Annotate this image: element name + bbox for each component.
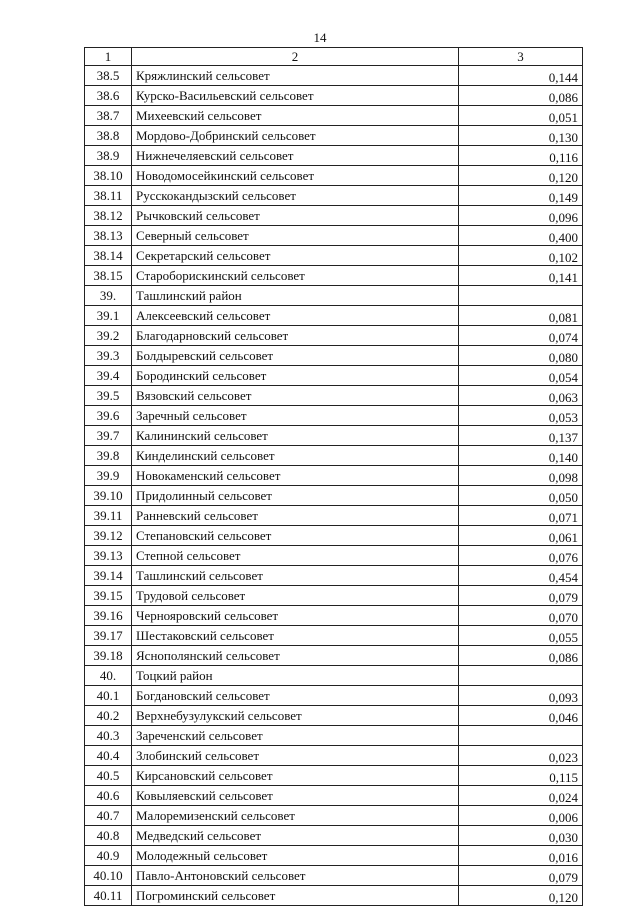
- row-number-cell: 40.11: [85, 886, 132, 906]
- row-name-cell: Ранневский сельсовет: [132, 506, 459, 526]
- row-value-cell: 0,400: [459, 226, 583, 246]
- table-row: [85, 326, 583, 346]
- row-name-cell: Кинделинский сельсовет: [132, 446, 459, 466]
- row-name-cell: Кряжлинский сельсовет: [132, 66, 459, 86]
- table-row: [85, 686, 583, 706]
- row-name-cell: Ташлинский район: [132, 286, 459, 306]
- row-number-cell: 39.17: [85, 626, 132, 646]
- table-row: [85, 346, 583, 366]
- row-name-cell: Медведский сельсовет: [132, 826, 459, 846]
- row-value-cell: 0,115: [459, 766, 583, 786]
- row-value-cell: 0,030: [459, 826, 583, 846]
- row-name-cell: Степной сельсовет: [132, 546, 459, 566]
- row-name-cell: Яснополянский сельсовет: [132, 646, 459, 666]
- row-value-cell: 0,149: [459, 186, 583, 206]
- row-number-cell: 38.7: [85, 106, 132, 126]
- row-value-cell: 0,081: [459, 306, 583, 326]
- row-name-cell: Северный сельсовет: [132, 226, 459, 246]
- row-value-cell: 0,054: [459, 366, 583, 386]
- row-number-cell: 39.: [85, 286, 132, 306]
- row-value-cell: 0,046: [459, 706, 583, 726]
- table-row: [85, 566, 583, 586]
- row-value-cell: 0,096: [459, 206, 583, 226]
- row-number-cell: 39.3: [85, 346, 132, 366]
- row-name-cell: Чернояровский сельсовет: [132, 606, 459, 626]
- row-name-cell: Придолинный сельсовет: [132, 486, 459, 506]
- row-value-cell: 0,454: [459, 566, 583, 586]
- row-number-cell: 39.18: [85, 646, 132, 666]
- table-row: [85, 526, 583, 546]
- table-body: [85, 66, 583, 906]
- row-number-cell: 40.3: [85, 726, 132, 746]
- table-row: [85, 506, 583, 526]
- row-value-cell: 0,130: [459, 126, 583, 146]
- row-value-cell: 0,023: [459, 746, 583, 766]
- table-row: [85, 806, 583, 826]
- row-name-cell: Молодежный сельсовет: [132, 846, 459, 866]
- row-value-cell: [459, 666, 583, 686]
- row-number-cell: 39.12: [85, 526, 132, 546]
- row-name-cell: Вязовский сельсовет: [132, 386, 459, 406]
- row-number-cell: 39.2: [85, 326, 132, 346]
- row-value-cell: 0,079: [459, 586, 583, 606]
- column-header-3: 3: [459, 48, 583, 66]
- row-name-cell: Верхнебузулукский сельсовет: [132, 706, 459, 726]
- row-name-cell: Новокаменский сельсовет: [132, 466, 459, 486]
- table-row: [85, 606, 583, 626]
- column-header-1: 1: [85, 48, 132, 66]
- row-name-cell: Бородинский сельсовет: [132, 366, 459, 386]
- row-number-cell: 39.14: [85, 566, 132, 586]
- row-number-cell: 38.5: [85, 66, 132, 86]
- table-row: [85, 66, 583, 86]
- row-number-cell: 39.9: [85, 466, 132, 486]
- row-number-cell: 40.9: [85, 846, 132, 866]
- row-value-cell: 0,141: [459, 266, 583, 286]
- row-number-cell: 39.13: [85, 546, 132, 566]
- row-value-cell: 0,050: [459, 486, 583, 506]
- row-number-cell: 38.6: [85, 86, 132, 106]
- table-row: [85, 446, 583, 466]
- row-number-cell: 39.1: [85, 306, 132, 326]
- row-number-cell: 40.: [85, 666, 132, 686]
- row-value-cell: 0,076: [459, 546, 583, 566]
- table-row: [85, 586, 583, 606]
- row-value-cell: 0,016: [459, 846, 583, 866]
- row-name-cell: Курско-Васильевский сельсовет: [132, 86, 459, 106]
- table-row: [85, 406, 583, 426]
- row-number-cell: 38.13: [85, 226, 132, 246]
- row-name-cell: Михеевский сельсовет: [132, 106, 459, 126]
- page-number: 14: [313, 30, 327, 45]
- table-row: [85, 706, 583, 726]
- row-number-cell: 40.10: [85, 866, 132, 886]
- table-row: [85, 866, 583, 886]
- row-number-cell: 38.14: [85, 246, 132, 266]
- row-name-cell: Богдановский сельсовет: [132, 686, 459, 706]
- row-name-cell: Мордово-Добринский сельсовет: [132, 126, 459, 146]
- table-row: [85, 726, 583, 746]
- table-row: [85, 466, 583, 486]
- table-row: [85, 246, 583, 266]
- table-row: [85, 306, 583, 326]
- row-name-cell: Нижнечеляевский сельсовет: [132, 146, 459, 166]
- row-value-cell: [459, 286, 583, 306]
- table-row: [85, 126, 583, 146]
- row-value-cell: [459, 726, 583, 746]
- row-name-cell: Болдыревский сельсовет: [132, 346, 459, 366]
- row-name-cell: Благодарновский сельсовет: [132, 326, 459, 346]
- row-value-cell: 0,137: [459, 426, 583, 446]
- row-name-cell: Кирсановский сельсовет: [132, 766, 459, 786]
- table-row: [85, 226, 583, 246]
- row-number-cell: 39.4: [85, 366, 132, 386]
- row-name-cell: Зареченский сельсовет: [132, 726, 459, 746]
- row-value-cell: 0,080: [459, 346, 583, 366]
- table-row: [85, 646, 583, 666]
- row-number-cell: 38.10: [85, 166, 132, 186]
- table-row: [85, 186, 583, 206]
- row-name-cell: Алексеевский сельсовет: [132, 306, 459, 326]
- row-value-cell: 0,074: [459, 326, 583, 346]
- table-row: [85, 826, 583, 846]
- row-value-cell: 0,120: [459, 166, 583, 186]
- row-value-cell: 0,071: [459, 506, 583, 526]
- table-row: [85, 266, 583, 286]
- row-name-cell: Тоцкий район: [132, 666, 459, 686]
- table-row: [85, 766, 583, 786]
- row-name-cell: Заречный сельсовет: [132, 406, 459, 426]
- row-value-cell: 0,024: [459, 786, 583, 806]
- row-name-cell: Трудовой сельсовет: [132, 586, 459, 606]
- row-number-cell: 39.10: [85, 486, 132, 506]
- row-number-cell: 40.7: [85, 806, 132, 826]
- row-name-cell: Староборискинский сельсовет: [132, 266, 459, 286]
- table-row: [85, 666, 583, 686]
- row-number-cell: 40.8: [85, 826, 132, 846]
- row-name-cell: Малоремизенский сельсовет: [132, 806, 459, 826]
- column-header-2: 2: [132, 48, 459, 66]
- row-name-cell: Русскокандызский сельсовет: [132, 186, 459, 206]
- row-number-cell: 39.11: [85, 506, 132, 526]
- row-value-cell: 0,140: [459, 446, 583, 466]
- row-value-cell: 0,055: [459, 626, 583, 646]
- row-number-cell: 39.16: [85, 606, 132, 626]
- table-row: [85, 86, 583, 106]
- table-row: [85, 146, 583, 166]
- row-name-cell: Погроминский сельсовет: [132, 886, 459, 906]
- table-row: [85, 786, 583, 806]
- row-number-cell: 40.5: [85, 766, 132, 786]
- row-number-cell: 39.7: [85, 426, 132, 446]
- row-value-cell: 0,098: [459, 466, 583, 486]
- row-value-cell: 0,120: [459, 886, 583, 906]
- row-value-cell: 0,061: [459, 526, 583, 546]
- row-value-cell: 0,086: [459, 646, 583, 666]
- row-name-cell: Ташлинский сельсовет: [132, 566, 459, 586]
- data-table: [84, 47, 583, 906]
- table-row: [85, 366, 583, 386]
- table-row: [85, 886, 583, 906]
- row-value-cell: 0,006: [459, 806, 583, 826]
- table-row: [85, 386, 583, 406]
- row-value-cell: 0,053: [459, 406, 583, 426]
- row-number-cell: 40.6: [85, 786, 132, 806]
- table-row: [85, 486, 583, 506]
- table-row: [85, 546, 583, 566]
- row-value-cell: 0,063: [459, 386, 583, 406]
- row-value-cell: 0,093: [459, 686, 583, 706]
- row-value-cell: 0,102: [459, 246, 583, 266]
- table-row: [85, 206, 583, 226]
- row-name-cell: Новодомосейкинский сельсовет: [132, 166, 459, 186]
- row-value-cell: 0,144: [459, 66, 583, 86]
- table-row: [85, 106, 583, 126]
- row-number-cell: 40.1: [85, 686, 132, 706]
- row-number-cell: 38.12: [85, 206, 132, 226]
- row-name-cell: Калининский сельсовет: [132, 426, 459, 446]
- table-row: [85, 746, 583, 766]
- row-name-cell: Секретарский сельсовет: [132, 246, 459, 266]
- row-number-cell: 38.8: [85, 126, 132, 146]
- row-value-cell: 0,051: [459, 106, 583, 126]
- table-row: [85, 846, 583, 866]
- row-number-cell: 39.5: [85, 386, 132, 406]
- table-row: [85, 286, 583, 306]
- row-number-cell: 38.9: [85, 146, 132, 166]
- row-name-cell: Ковыляевский сельсовет: [132, 786, 459, 806]
- table-row: [85, 426, 583, 446]
- row-name-cell: Злобинский сельсовет: [132, 746, 459, 766]
- row-name-cell: Степановский сельсовет: [132, 526, 459, 546]
- row-number-cell: 40.4: [85, 746, 132, 766]
- row-value-cell: 0,070: [459, 606, 583, 626]
- row-number-cell: 39.6: [85, 406, 132, 426]
- row-name-cell: Рычковский сельсовет: [132, 206, 459, 226]
- row-name-cell: Шестаковский сельсовет: [132, 626, 459, 646]
- row-number-cell: 38.11: [85, 186, 132, 206]
- row-value-cell: 0,116: [459, 146, 583, 166]
- row-number-cell: 39.8: [85, 446, 132, 466]
- row-number-cell: 40.2: [85, 706, 132, 726]
- row-number-cell: 38.15: [85, 266, 132, 286]
- row-value-cell: 0,079: [459, 866, 583, 886]
- row-name-cell: Павло-Антоновский сельсовет: [132, 866, 459, 886]
- row-number-cell: 39.15: [85, 586, 132, 606]
- row-value-cell: 0,086: [459, 86, 583, 106]
- table-row: [85, 166, 583, 186]
- table-row: [85, 626, 583, 646]
- table-header-row: [85, 48, 583, 66]
